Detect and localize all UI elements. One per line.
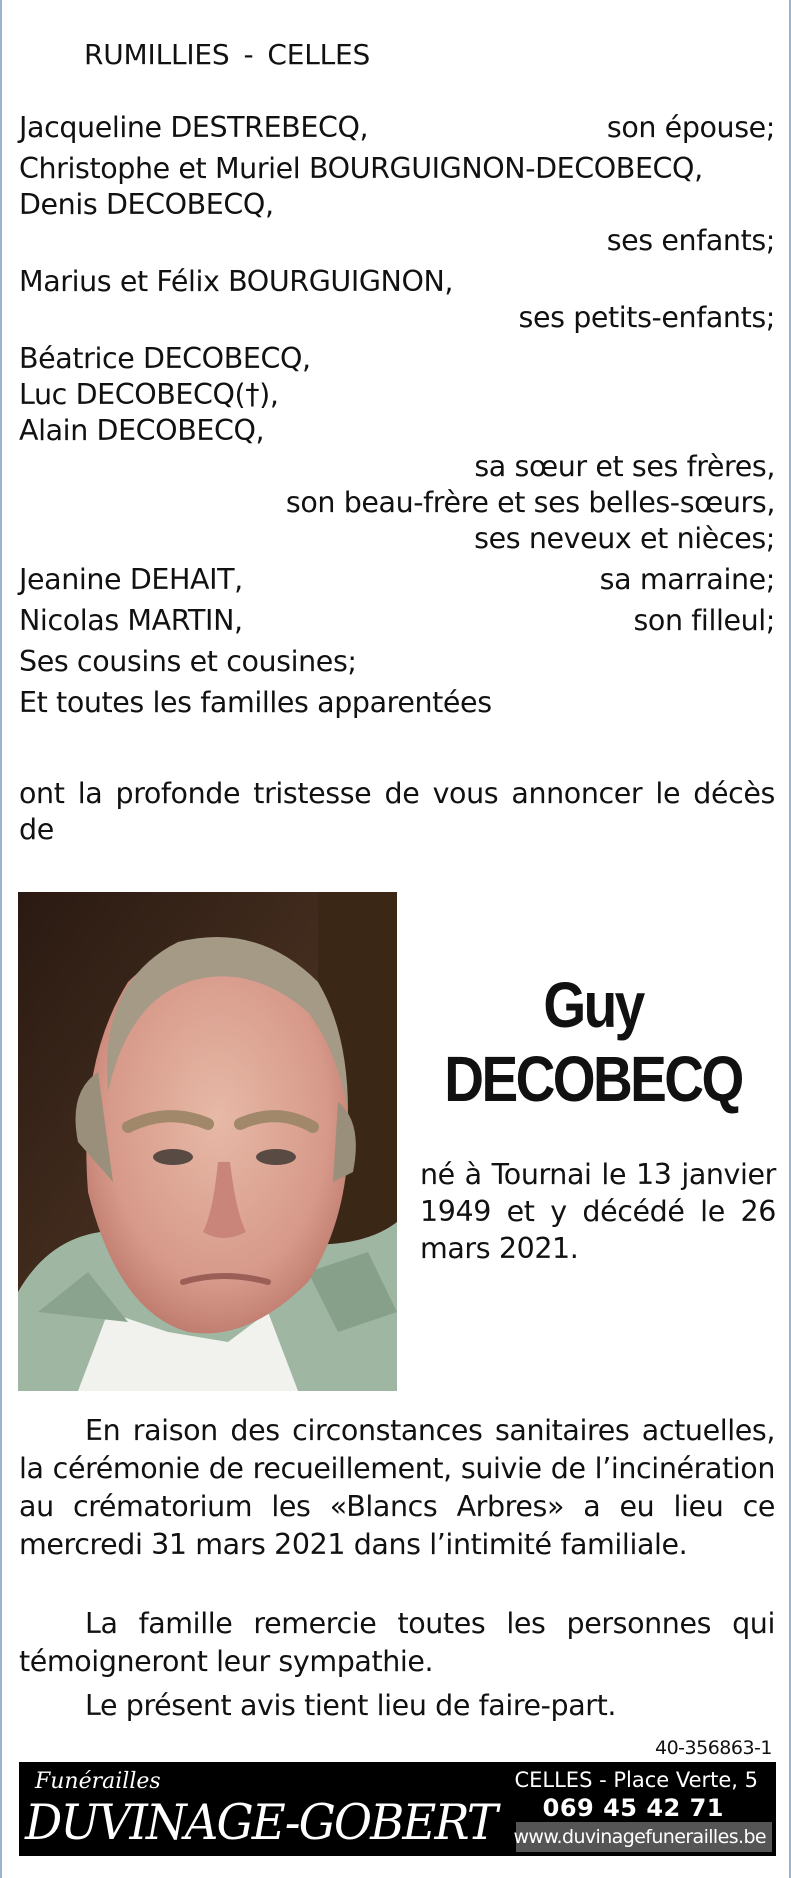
family-member-name: Luc DECOBECQ(†), xyxy=(19,378,279,411)
birth-death-details: né à Tournai le 13 janvier 1949 et y décédé le 26 mars 2021. xyxy=(420,1158,776,1265)
family-row xyxy=(19,521,775,557)
location-celles: CELLES xyxy=(267,38,371,71)
family-relation: ses enfants; xyxy=(606,224,775,257)
family-row xyxy=(19,485,775,521)
family-relation: sa marraine; xyxy=(599,563,775,596)
location-header xyxy=(84,38,370,71)
family-row xyxy=(19,110,775,146)
family-member-name: Jeanine DEHAIT, xyxy=(19,563,243,596)
funeral-home-label: Funérailles xyxy=(35,1769,161,1794)
funeral-home-website: www.duvinagefunerailles.be xyxy=(513,1826,766,1848)
family-row xyxy=(19,223,775,259)
funeral-home-banner xyxy=(19,1762,776,1856)
announcement: ont la profonde tristesse de vous annoncer le décès de xyxy=(19,777,775,846)
family-member-name: Nicolas MARTIN, xyxy=(19,604,243,637)
family-row xyxy=(19,603,775,639)
family-row xyxy=(19,187,775,223)
family-row xyxy=(19,377,775,413)
family-relation: ses neveux et nièces; xyxy=(474,522,775,555)
family-relation: sa sœur et ses frères, xyxy=(474,450,775,483)
family-row xyxy=(19,562,775,598)
deceased-last-name: DECOBECQ xyxy=(444,1043,742,1115)
family-row xyxy=(19,449,775,485)
portrait-photo xyxy=(18,892,397,1391)
family-row xyxy=(19,413,775,449)
location-rumillies: RUMILLIES xyxy=(84,38,230,71)
family-member-name: Alain DECOBECQ, xyxy=(19,414,265,447)
family-row xyxy=(19,300,775,336)
deceased-first-name: Guy xyxy=(543,969,643,1041)
family-list xyxy=(19,110,775,721)
family-relation: son filleul; xyxy=(633,604,775,637)
family-relation: ses petits-enfants; xyxy=(518,301,775,334)
family-relation: son épouse; xyxy=(606,111,775,144)
ceremony-paragraph: En raison des circonstances sanitaires actuelles, la cérémonie de recueillement, suivie de l’incinération au crématorium les «Blancs Arbres» a eu lieu ce mercredi 31 mars 2021 dans l’intimité familiale. xyxy=(19,1414,775,1561)
family-member-name: Béatrice DECOBECQ, xyxy=(19,342,311,375)
location-separator: - xyxy=(243,38,254,71)
family-row xyxy=(19,341,775,377)
funeral-home-address: CELLES - Place Verte, 5 xyxy=(514,1768,758,1792)
family-member-name: Denis DECOBECQ, xyxy=(19,188,274,221)
family-member-name: Jacqueline DESTREBECQ, xyxy=(19,111,369,144)
family-member-name: Christophe et Muriel BOURGUIGNON-DECOBECQ, xyxy=(19,152,703,185)
funeral-home-name: DUVINAGE-GOBERT xyxy=(25,1794,496,1851)
reference-number: 40-356863-1 xyxy=(654,1737,772,1759)
funeral-home-phone: 069 45 42 71 xyxy=(542,1794,724,1822)
family-row xyxy=(19,264,775,300)
family-row xyxy=(19,644,775,680)
family-member-name: Et toutes les familles apparentées xyxy=(19,686,492,719)
family-member-name: Marius et Félix BOURGUIGNON, xyxy=(19,265,454,298)
family-row xyxy=(19,685,775,721)
deceased-name xyxy=(434,968,752,1116)
notice-paragraph: Le présent avis tient lieu de faire-part. xyxy=(85,1689,617,1722)
thanks-paragraph: La famille remercie toutes les personnes qui témoigneront leur sympathie. xyxy=(19,1607,775,1678)
family-row xyxy=(19,151,775,187)
family-relation: son beau-frère et ses belles-sœurs, xyxy=(285,486,775,519)
family-member-name: Ses cousins et cousines; xyxy=(19,645,357,678)
